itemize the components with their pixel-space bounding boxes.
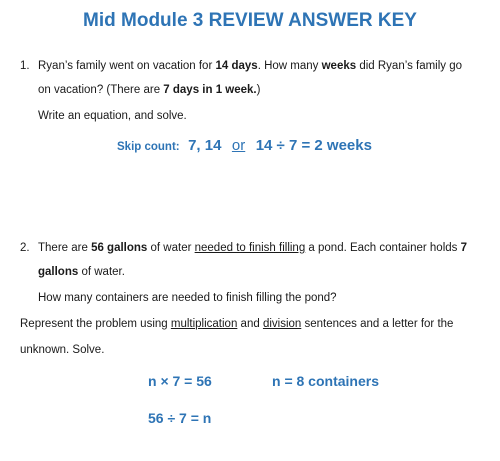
q1-instruction: Write an equation, and solve.	[38, 110, 187, 122]
q1-line-2	[38, 84, 260, 96]
division-equation: 56 ÷ 7 = n	[148, 410, 212, 426]
q1-text: Ryan’s family went on vacation for	[38, 60, 216, 72]
q2-represent-line-2: unknown. Solve.	[20, 344, 105, 356]
q2-text: There are	[38, 242, 92, 254]
skip-count-label: Skip count:	[117, 141, 180, 153]
q1-number: 1.	[20, 60, 30, 72]
q2-text: and	[237, 318, 263, 330]
q2-line-2	[38, 266, 125, 278]
q2-text: sentences and a letter for the	[301, 318, 454, 330]
q1-days: 14 days	[215, 60, 258, 72]
answer: n = 8 containers	[272, 373, 379, 389]
q2-question: How many containers are needed to finish filling the pond?	[38, 292, 337, 304]
skip-count-values: 7, 14	[188, 137, 222, 154]
q2-gallons-word: gallons	[38, 266, 79, 278]
q1-text: )	[256, 84, 261, 96]
q2-represent-line-1	[20, 318, 453, 330]
multiplication-word: multiplication	[170, 318, 238, 330]
page-title: Mid Module 3 REVIEW ANSWER KEY	[83, 10, 417, 31]
q2-text: Represent the problem using	[20, 318, 171, 330]
division-answer: 14 ÷ 7 = 2 weeks	[255, 137, 372, 154]
q1-text: on vacation? (There are	[38, 84, 164, 96]
or-text: or	[231, 137, 246, 154]
multiplication-equation: n × 7 = 56	[148, 373, 212, 389]
q2-underlined: needed to finish filling	[194, 242, 306, 254]
q1-text: did Ryan’s family go	[356, 60, 463, 72]
q2-gallons: 56 gallons	[91, 242, 148, 254]
q1-line-1	[38, 60, 462, 72]
q1-text: . How many	[257, 60, 322, 72]
q2-seven: 7	[460, 242, 467, 254]
q1-days-in-week: 7 days in 1 week.	[163, 84, 257, 96]
q2-text: of water.	[78, 266, 125, 278]
division-word: division	[262, 318, 302, 330]
q1-answer	[117, 137, 372, 155]
q2-text: a pond. Each container holds	[305, 242, 461, 254]
q2-text: of water	[147, 242, 195, 254]
q2-number: 2.	[20, 242, 30, 254]
q1-weeks: weeks	[321, 60, 357, 72]
q2-line-1	[38, 242, 467, 254]
